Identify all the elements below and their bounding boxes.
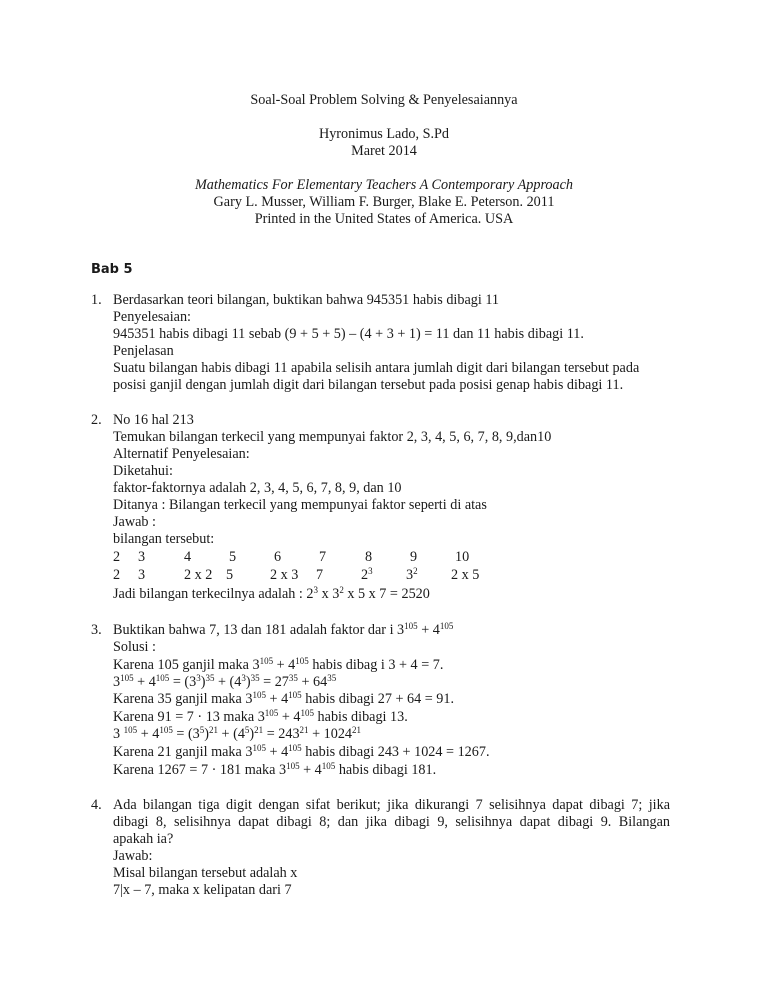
question-3-text: Buktikan bahwa 7, 13 dan 181 adalah faktor dar i $3^{105} + 4^{105}$ xyxy=(113,621,454,638)
q2-conclusion: Jadi bilangan terkecilnya adalah : $2^3$ x $3^2$ x 5 x 7 = 2520 xyxy=(113,585,430,602)
q2-known: faktor-faktornya adalah 2, 3, 4, 5, 6, 7, 8, 9, dan 10 xyxy=(113,480,402,496)
q2-answer-label: Jawab : xyxy=(113,514,156,530)
table-cell: 2 xyxy=(113,549,121,565)
date: Maret 2014 xyxy=(351,143,417,159)
question-4-line-3: apakah ia? xyxy=(113,831,174,847)
table-cell: 2 x 2 xyxy=(184,567,213,583)
q3-solution-label: Solusi : xyxy=(113,639,156,655)
q3-step-7: Karena 1267 = 7 · 181 maka $3^{105} + 4^{105}$ habis dibagi 181. xyxy=(113,761,437,778)
table-cell: 8 xyxy=(365,549,373,565)
question-2-text: Temukan bilangan terkecil yang mempunyai faktor 2, 3, 4, 5, 6, 7, 8, 9,dan10 xyxy=(113,429,552,445)
q1-explanation-line-1: Suatu bilangan habis dibagi 11 apabila selisih antara jumlah digit dari bilangan tersebut pada xyxy=(113,360,640,376)
book-title: Mathematics For Elementary Teachers A Contemporary Approach xyxy=(194,177,574,193)
printed-note: Printed in the United States of America. USA xyxy=(254,211,514,227)
book-authors: Gary L. Musser, William F. Burger, Blake E. Peterson. 2011 xyxy=(213,194,555,210)
q2-asked: Ditanya : Bilangan terkecil yang mempunyai faktor seperti di atas xyxy=(113,497,487,513)
table-cell: 3 xyxy=(138,549,146,565)
q1-explanation-label: Penjelasan xyxy=(113,343,174,359)
table-cell: 2 x 3 xyxy=(270,567,299,583)
q3-step-5: 3 $^{105} + 4^{105} = (3^5)^{21} + (4^5)^{21} = 243^{21} + 1024^{21}$ xyxy=(113,725,362,742)
document-title: Soal-Soal Problem Solving & Penyelesaiannya xyxy=(250,92,518,108)
table-cell: 4 xyxy=(184,549,192,565)
q1-solution-label: Penyelesaian: xyxy=(113,309,192,325)
table-cell: 2 xyxy=(113,567,121,583)
q2-known-label: Diketahui: xyxy=(113,463,173,479)
q4-answer-line-1: Misal bilangan tersebut adalah x xyxy=(113,865,298,881)
q2-reference: No 16 hal 213 xyxy=(113,412,194,428)
chapter-heading: Bab 5 xyxy=(91,262,133,277)
q3-step-3: Karena 35 ganjil maka $3^{105} + 4^{105}$ habis dibagi 27 + 64 = 91. xyxy=(113,690,455,707)
question-1-text: Berdasarkan teori bilangan, buktikan bahwa 945351 habis dibagi 11 xyxy=(113,292,499,308)
author: Hyronimus Lado, S.Pd xyxy=(318,126,450,142)
table-cell: 10 xyxy=(455,549,470,565)
q1-solution: 945351 habis dibagi 11 sebab (9 + 5 + 5) – (4 + 3 + 1) = 11 dan 11 habis dibagi 11. xyxy=(113,326,584,342)
table-cell: $2^3$ xyxy=(361,566,373,583)
q4-answer-line-2: 7|x – 7, maka x kelipatan dari 7 xyxy=(113,882,292,898)
q2-alt-label: Alternatif Penyelesaian: xyxy=(113,446,250,462)
question-2-number: 2. xyxy=(91,412,102,428)
table-cell: 3 xyxy=(138,567,146,583)
q4-answer-label: Jawab: xyxy=(113,848,153,864)
table-cell: $3^2$ xyxy=(406,566,418,583)
question-4-number: 4. xyxy=(91,797,102,813)
question-4-line-1: Ada bilangan tiga digit dengan sifat berikut; jika dikurangi 7 selisihnya dapat dibagi 7; jika xyxy=(113,797,670,813)
table-cell: 7 xyxy=(316,567,324,583)
table-cell: 6 xyxy=(274,549,282,565)
table-cell: 5 xyxy=(226,567,234,583)
q3-step-1: Karena 105 ganjil maka $3^{105} + 4^{105}$ habis dibag i 3 + 4 = 7. xyxy=(113,656,444,673)
q2-numbers-label: bilangan tersebut: xyxy=(113,531,215,547)
q3-step-4: Karena 91 = 7 · 13 maka $3^{105} + 4^{105}$ habis dibagi 13. xyxy=(113,708,408,725)
table-cell: 2 x 5 xyxy=(451,567,480,583)
q3-step-2: $3^{105} + 4^{105} = (3^3)^{35} + (4^3)^{35} = 27^{35} + 64^{35}$ xyxy=(113,673,337,690)
table-cell: 7 xyxy=(319,549,327,565)
question-1-number: 1. xyxy=(91,292,102,308)
question-3-number: 3. xyxy=(91,622,102,638)
table-cell: 9 xyxy=(410,549,418,565)
question-4-line-2: dibagi 8, selisihnya dapat dibagi 8; dan jika dibagi 9, selisihnya dapat dibagi 9. Bilangan xyxy=(113,814,670,830)
q3-step-6: Karena 21 ganjil maka $3^{105} + 4^{105}$ habis dibagi 243 + 1024 = 1267. xyxy=(113,743,490,760)
q1-explanation-line-2: posisi ganjil dengan jumlah digit dari bilangan tersebut pada posisi genap habis dibagi 11. xyxy=(113,377,624,393)
table-cell: 5 xyxy=(229,549,237,565)
